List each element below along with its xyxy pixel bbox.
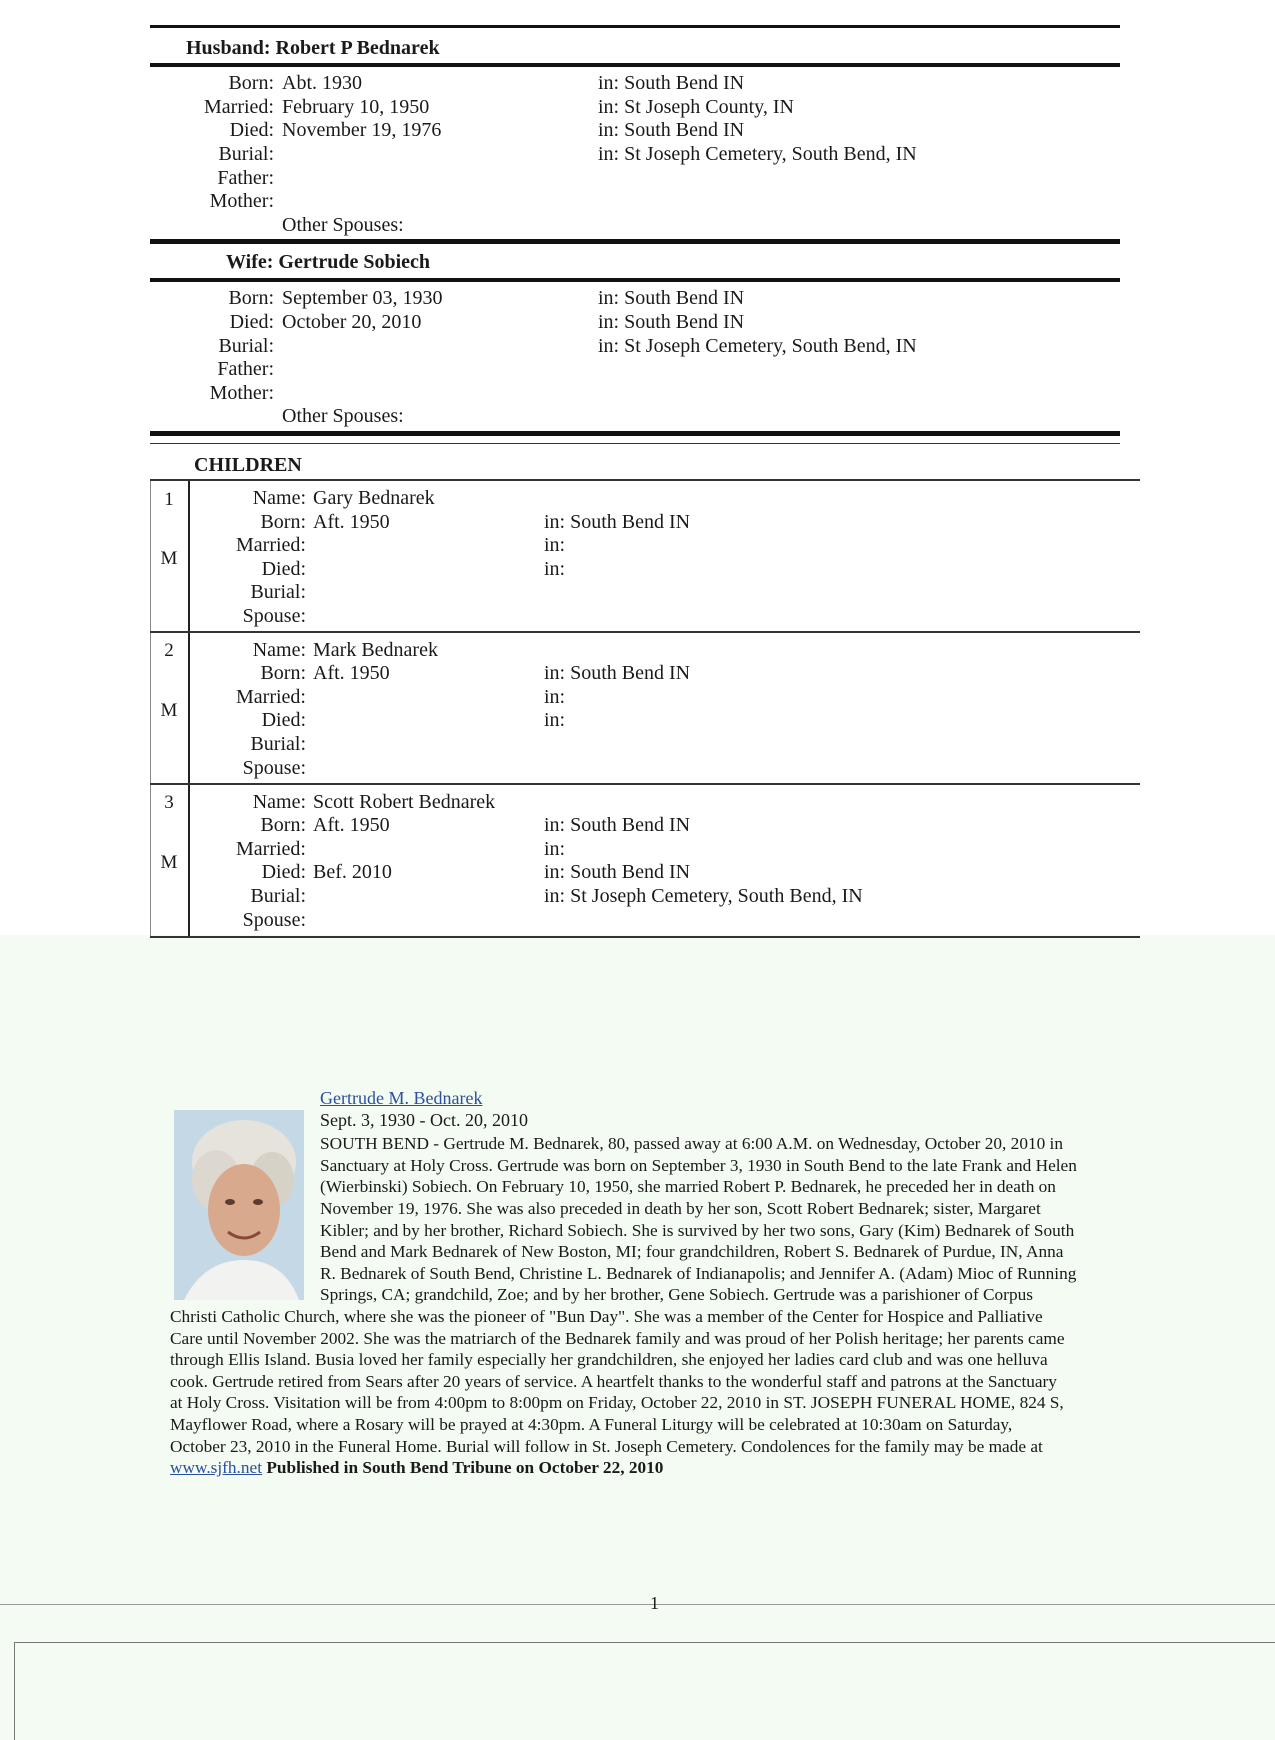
- wife-born-value: September 03, 1930: [282, 287, 443, 309]
- child-3-number: 3: [164, 792, 174, 813]
- husband-burial-label: Burial:: [218, 143, 274, 165]
- child-3-born-value: Aft. 1950: [313, 814, 390, 836]
- obituary-portrait-photo: [174, 1110, 304, 1300]
- husband-born-label: Born:: [228, 72, 274, 94]
- children-top-rule: [150, 431, 1120, 436]
- wife-died-value: October 20, 2010: [282, 311, 422, 333]
- child-2-died-place: in:: [544, 709, 566, 731]
- husband-born-place: in: South Bend IN: [598, 72, 745, 94]
- husband-mother-label: Mother:: [209, 190, 274, 212]
- obituary-line: (Wierbinski) Sobiech. On February 10, 1950, she married Robert P. Bednarek, he preceded her in death on: [320, 1177, 1056, 1196]
- child-2-number: 2: [164, 640, 174, 661]
- obituary-line: October 23, 2010 in the Funeral Home. Burial will follow in St. Joseph Cemetery. Condolences for the family may be made at: [170, 1437, 1043, 1456]
- wife-top-rule: [150, 239, 1120, 244]
- wife-rule: [150, 278, 1120, 282]
- husband-married-label: Married:: [204, 96, 274, 118]
- obituary-line: Sanctuary at Holy Cross. Gertrude was born on September 3, 1930 in South Bend to the late Frank and Helen: [320, 1156, 1077, 1175]
- child-1-married-label: Married:: [236, 534, 306, 556]
- child-2-died-label: Died:: [261, 709, 306, 731]
- husband-rule: [150, 63, 1120, 67]
- child-3-born-place: in: South Bend IN: [544, 814, 691, 836]
- child-1-name: Gary Bednarek: [313, 487, 435, 509]
- child-2-name: Mark Bednarek: [313, 639, 438, 661]
- child-1-divider: [150, 631, 1140, 633]
- footer-rule: [0, 1604, 1275, 1605]
- obituary-line: R. Bednarek of South Bend, Christine L. Bednarek of Indianapolis; and Jennifer A. (Adam) Mioc of Running: [320, 1264, 1077, 1283]
- wife-burial-place: in: St Joseph Cemetery, South Bend, IN: [598, 335, 917, 357]
- obituary-line: through Ellis Island. Busia loved her family especially her grandchildren, she enjoyed her ladies card club and was one helluva: [170, 1350, 1048, 1369]
- obituary-line: at Holy Cross. Visitation will be from 4:00pm to 8:00pm on Friday, October 22, 2010 in ST. JOSEPH FUNERAL HOME, 824 S,: [170, 1393, 1064, 1412]
- wife-born-place: in: South Bend IN: [598, 287, 745, 309]
- child-1-sex: M: [160, 548, 178, 569]
- husband-name: Robert P Bednarek: [275, 37, 440, 59]
- wife-name: Gertrude Sobiech: [278, 251, 431, 273]
- children-hairline: [150, 443, 1120, 444]
- child-2-spouse-label: Spouse:: [242, 757, 306, 779]
- child-1-spouse-label: Spouse:: [242, 605, 306, 627]
- wife-father-label: Father:: [217, 358, 274, 380]
- child-1-name-label: Name:: [252, 487, 306, 509]
- child-3-married-label: Married:: [236, 838, 306, 860]
- child-1-married-place: in:: [544, 534, 566, 556]
- portrait-image: [174, 1110, 304, 1300]
- child-3-name-label: Name:: [252, 791, 306, 813]
- obituary-line: Kibler; and by her brother, Richard Sobiech. She is survived by her two sons, Gary (Kim) Bednarek of South: [320, 1221, 1075, 1240]
- wife-died-label: Died:: [229, 311, 274, 333]
- obituary-line: Mayflower Road, where a Rosary will be prayed at 4:30pm. A Funeral Liturgy will be celebrated at 10:30am on Saturday,: [170, 1415, 1013, 1434]
- obituary-dates: Sept. 3, 1930 - Oct. 20, 2010: [320, 1110, 528, 1130]
- obituary-line: Care until November 2002. She was the matriarch of the Bednarek family and was proud of her Polish heritage; her parents came: [170, 1329, 1065, 1348]
- wife-mother-label: Mother:: [209, 382, 274, 404]
- obituary-line: cook. Gertrude retired from Sears after 20 years of service. A heartfelt thanks to the wonderful staff and patrons at the Sanctuary: [170, 1372, 1057, 1391]
- child-3-died-place: in: South Bend IN: [544, 861, 691, 883]
- child-1-burial-label: Burial:: [250, 581, 306, 603]
- husband-heading-label: Husband:: [186, 37, 271, 59]
- wife-born-label: Born:: [228, 287, 274, 309]
- child-1-number: 1: [164, 489, 174, 510]
- wife-other-spouses: Other Spouses:: [282, 405, 404, 427]
- children-left-border: [150, 481, 151, 936]
- child-2-married-label: Married:: [236, 686, 306, 708]
- child-1-died-label: Died:: [261, 558, 306, 580]
- husband-died-label: Died:: [229, 119, 274, 141]
- wife-heading: [226, 251, 430, 274]
- husband-died-place: in: South Bend IN: [598, 119, 745, 141]
- child-1-born-value: Aft. 1950: [313, 511, 390, 533]
- obituary-line: Bend and Mark Bednarek of New Boston, MI; four grandchildren, Robert S. Bednarek of Purdue, IN, Anna: [320, 1242, 1064, 1261]
- child-1-born-label: Born:: [260, 511, 306, 533]
- child-2-born-place: in: South Bend IN: [544, 662, 691, 684]
- wife-died-place: in: South Bend IN: [598, 311, 745, 333]
- child-3-sex: M: [160, 852, 178, 873]
- child-3-burial-place: in: St Joseph Cemetery, South Bend, IN: [544, 885, 863, 907]
- husband-married-value: February 10, 1950: [282, 96, 430, 118]
- child-3-born-label: Born:: [260, 814, 306, 836]
- children-heading: CHILDREN: [194, 454, 302, 476]
- obituary-line: Christi Catholic Church, where she was the pioneer of "Bun Day". She was a member of the Center for Hospice and Palliative: [170, 1307, 1043, 1326]
- husband-heading: [186, 37, 440, 60]
- husband-married-place: in: St Joseph County, IN: [598, 96, 794, 118]
- child-2-burial-label: Burial:: [250, 733, 306, 755]
- husband-died-value: November 19, 1976: [282, 119, 442, 141]
- child-3-married-place: in:: [544, 838, 566, 860]
- obituary-line: November 19, 1976. She was also preceded in death by her son, Scott Robert Bednarek; sister, Margaret: [320, 1199, 1041, 1218]
- lower-left-border: [14, 1642, 15, 1740]
- publication-note: Published in South Bend Tribune on October 22, 2010: [266, 1458, 664, 1477]
- children-column-divider: [188, 481, 190, 936]
- child-3-burial-label: Burial:: [250, 885, 306, 907]
- page-number: 1: [650, 1593, 659, 1613]
- husband-father-label: Father:: [217, 167, 274, 189]
- child-1-born-place: in: South Bend IN: [544, 511, 691, 533]
- obituary-line: SOUTH BEND - Gertrude M. Bednarek, 80, passed away at 6:00 A.M. on Wednesday, October 20, 2010 in: [320, 1134, 1063, 1153]
- child-3-died-value: Bef. 2010: [313, 861, 392, 883]
- child-2-sex: M: [160, 700, 178, 721]
- wife-burial-label: Burial:: [218, 335, 274, 357]
- funeral-home-website-link[interactable]: www.sjfh.net: [170, 1458, 262, 1477]
- child-3-spouse-label: Spouse:: [242, 909, 306, 931]
- children-header-rule: [150, 479, 1140, 481]
- obituary-name-link[interactable]: Gertrude M. Bednarek: [320, 1088, 483, 1108]
- husband-burial-place: in: St Joseph Cemetery, South Bend, IN: [598, 143, 917, 165]
- child-2-married-place: in:: [544, 686, 566, 708]
- child-2-born-label: Born:: [260, 662, 306, 684]
- child-3-name: Scott Robert Bednarek: [313, 791, 496, 813]
- child-2-divider: [150, 783, 1140, 785]
- lower-rule: [14, 1642, 1275, 1643]
- child-2-born-value: Aft. 1950: [313, 662, 390, 684]
- children-bottom-rule: [150, 936, 1140, 938]
- obituary-final-line: [170, 1457, 663, 1479]
- top-rule: [150, 25, 1120, 28]
- husband-born-value: Abt. 1930: [282, 72, 362, 94]
- child-3-died-label: Died:: [261, 861, 306, 883]
- husband-other-spouses: Other Spouses:: [282, 214, 404, 236]
- obituary-line: Springs, CA; grandchild, Zoe; and by her brother, Gene Sobiech. Gertrude was a parishioner of Corpus: [320, 1285, 1033, 1304]
- child-1-died-place: in:: [544, 558, 566, 580]
- wife-heading-label: Wife:: [226, 251, 274, 273]
- child-2-name-label: Name:: [252, 639, 306, 661]
